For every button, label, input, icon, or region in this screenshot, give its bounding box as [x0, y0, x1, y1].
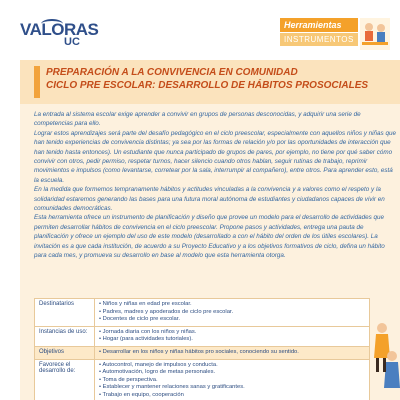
intro-text	[34, 110, 396, 261]
row-label: Objetivos	[35, 346, 95, 359]
title-line-2: CICLO PRE ESCOLAR: DESARROLLO DE HÁBITOS PROSOCIALES	[46, 80, 369, 91]
title-accent-bar	[34, 66, 40, 98]
title-line-1: PREPARACIÓN A LA CONVIVENCIA EN COMUNIDAD	[46, 67, 298, 78]
info-table	[34, 298, 370, 400]
children-decoration-icon	[372, 298, 400, 400]
paragraph: Esta herramienta ofrece un instrumento de planificación y diseño que provee un modelo para el desarrollo de actividades que permiten desarrollar hábitos de convivencia en el ciclo preescolar. Propone pasos y actividades, entrega una pauta de planificación y ofrece un ejemplo del uso de este modelo (desarrollado a con el hábito del orden de los útiles escolares). La invitación es a que cada institución, de acuerdo a su Proyecto Educativo y a los objetivos formativos de ciclo, defina un hábito para cada mes, y promueva su desarrollo en base al modelo que esta herramienta otorga.	[34, 214, 385, 260]
list-item: • Jornada diaria con los niños y niñas.	[99, 329, 365, 337]
row-label: Instancias de uso:	[35, 326, 95, 346]
valoras-uc-logo	[20, 20, 99, 50]
list-item: • Hogar (para actividades tutoriales).	[99, 336, 365, 344]
row-content	[95, 326, 370, 346]
row-content	[95, 359, 370, 400]
table-row	[35, 346, 370, 359]
row-content	[95, 346, 370, 359]
badge-herramientas-label: Herramientas	[280, 18, 358, 32]
list-item: • Toma de perspectiva.	[99, 377, 365, 385]
badge-instrumentos-label: INSTRUMENTOS	[280, 33, 358, 46]
herramientas-badge	[280, 18, 390, 54]
list-item: • Desarrollar en los niños y niñas hábitos pro sociales, conociendo su sentido.	[99, 349, 365, 357]
table-row	[35, 326, 370, 346]
paragraph: La entrada al sistema escolar exige aprender a convivir en grupos de personas desconocidas, y adquirir una serie de competencias para ello.	[34, 111, 361, 128]
table-row	[35, 299, 370, 327]
row-label: Favorece el desarrollo de:	[35, 359, 95, 400]
list-item: • Automotivación, logro de metas personales.	[99, 369, 365, 377]
paragraph: En la medida que formemos tempranamente hábitos y actitudes vinculadas a la convivencia y a valores como el respeto y la solidaridad estaremos generando las bases para una futura moral autónoma de estudiantes y ciudadanos capaces de vivir en comunidades democráticas.	[34, 186, 385, 213]
paragraph: Lograr estos aprendizajes será parte del desafío pedagógico en el ciclo preescolar, especialmente con aquellos niños y niñas que han tenido experiencias de convivencia distintas; ya sea por las formas de relación y/o por las oportunidades de interacción que han tenido hasta entonces). Un estudiante que nunca participado de grupos de pares, por ejemplo, no tiene por qué saber cómo convivir con otros, pedir permiso, respetar turnos, hacer silencio cuando otros hablan, seguir rutinas de trabajo, reprimir movimientos e impulsos (como levantarse, corretear por la sala, interrumpir al compañero), entre otros. Para aprender esto, está la escuela.	[34, 129, 396, 184]
page-title	[46, 66, 376, 92]
list-item: • Establecer y mantener relaciones sanas y gratificantes.	[99, 384, 365, 392]
list-item: • Docentes de ciclo pre escolar.	[99, 316, 365, 324]
table-row	[35, 359, 370, 400]
row-label: Destinatarios	[35, 299, 95, 327]
list-item: • Niños y niñas en edad pre escolar.	[99, 301, 365, 309]
row-content	[95, 299, 370, 327]
logo-main-text: VALORAS	[20, 20, 99, 39]
list-item: • Padres, madres y apoderados de ciclo pre escolar.	[99, 309, 365, 317]
list-item: • Autocontrol, manejo de impulsos y conducta.	[99, 362, 365, 370]
logo-sub-text: UC	[64, 36, 80, 48]
children-illustration-icon	[360, 18, 390, 50]
list-item: • Trabajo en equipo, cooperación	[99, 392, 365, 400]
